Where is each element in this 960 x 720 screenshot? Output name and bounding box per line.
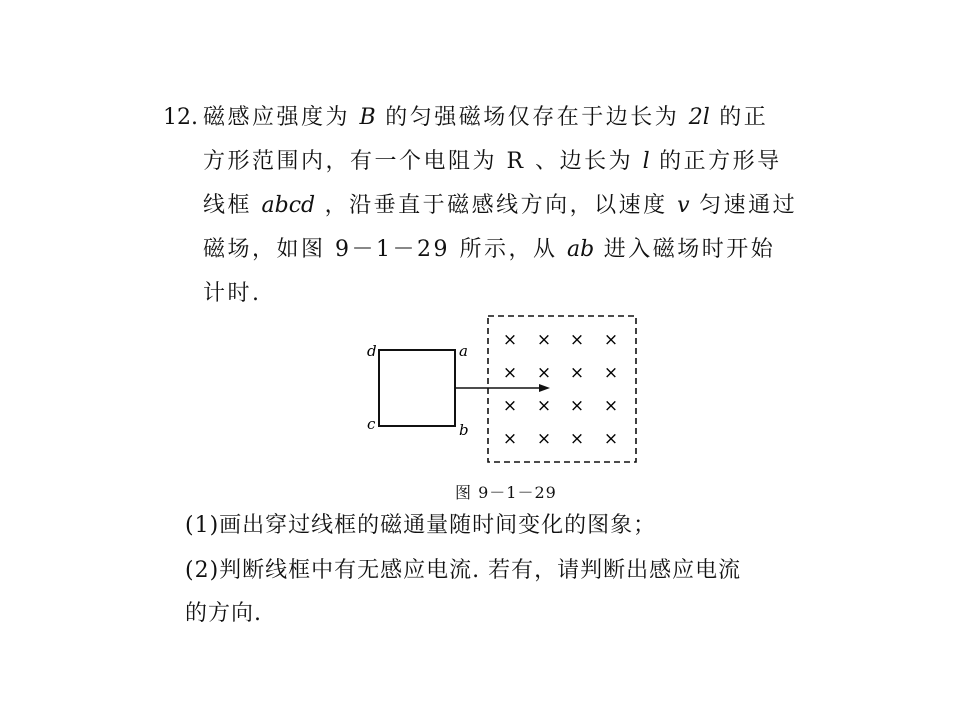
- problem-number: 12.: [163, 105, 198, 130]
- problem-line-3: [203, 184, 797, 228]
- question-1: (1)画出穿过线框的磁通量随时间变化的图象；: [185, 513, 657, 538]
- label-b: b: [459, 421, 469, 439]
- field-mark-1-0: ×: [502, 363, 518, 383]
- text-segment: 方形范围内，有一个电阻为: [203, 149, 498, 174]
- symbol-B: B: [359, 105, 376, 130]
- symbol-ab: ab: [566, 237, 595, 262]
- symbol-v: v: [677, 193, 690, 218]
- label-c: c: [367, 415, 376, 433]
- label-a: a: [459, 342, 468, 360]
- field-mark-3-2: ×: [569, 429, 585, 449]
- problem-line-2: [203, 140, 782, 184]
- field-mark-1-2: ×: [569, 363, 585, 383]
- symbol-abcd: abcd: [261, 193, 316, 218]
- question-2-continued: 的方向.: [185, 601, 262, 626]
- text-segment: 进入磁场时开始: [603, 237, 776, 262]
- field-mark-2-3: ×: [603, 396, 619, 416]
- field-mark-3-1: ×: [536, 429, 552, 449]
- figure-caption: 图 9－1－29: [455, 483, 557, 502]
- field-mark-3-0: ×: [502, 429, 518, 449]
- text-segment: 磁感应强度为: [203, 105, 351, 130]
- field-mark-0-1: ×: [536, 330, 552, 350]
- label-d: d: [367, 342, 377, 360]
- loop-field-figure: [360, 308, 650, 508]
- field-marks: [503, 330, 618, 449]
- field-mark-2-0: ×: [502, 396, 518, 416]
- text-segment: ，沿垂直于磁感线方向，以速度: [324, 193, 668, 218]
- text-segment: 的正: [719, 105, 769, 130]
- square-loop: [379, 350, 455, 426]
- text-segment: 磁场，如图 9－1－29 所示，从: [203, 237, 558, 262]
- text-segment: 的正方形导: [659, 149, 782, 174]
- question-2: (2)判断线框中有无感应电流. 若有，请判断出感应电流: [185, 558, 742, 583]
- text-segment: 匀速通过: [699, 193, 798, 218]
- text-segment: 线框: [203, 193, 253, 218]
- field-mark-2-1: ×: [536, 396, 552, 416]
- text-segment: 、边长为: [535, 149, 634, 174]
- problem-line-1: [203, 96, 768, 140]
- velocity-arrow-head: [539, 384, 550, 392]
- field-mark-1-1: ×: [536, 363, 552, 383]
- symbol-l: l: [642, 149, 650, 174]
- field-mark-2-2: ×: [569, 396, 585, 416]
- text-segment: 的匀强磁场仅存在于边长为: [385, 105, 680, 130]
- field-mark-0-2: ×: [569, 330, 585, 350]
- symbol-2l: 2l: [688, 105, 710, 130]
- symbol-R: R: [506, 149, 526, 174]
- problem-line-5: 计时.: [203, 281, 262, 306]
- field-mark-1-3: ×: [603, 363, 619, 383]
- field-mark-0-0: ×: [502, 330, 518, 350]
- problem-line-4: [203, 228, 775, 272]
- field-mark-0-3: ×: [603, 330, 619, 350]
- field-mark-3-3: ×: [603, 429, 619, 449]
